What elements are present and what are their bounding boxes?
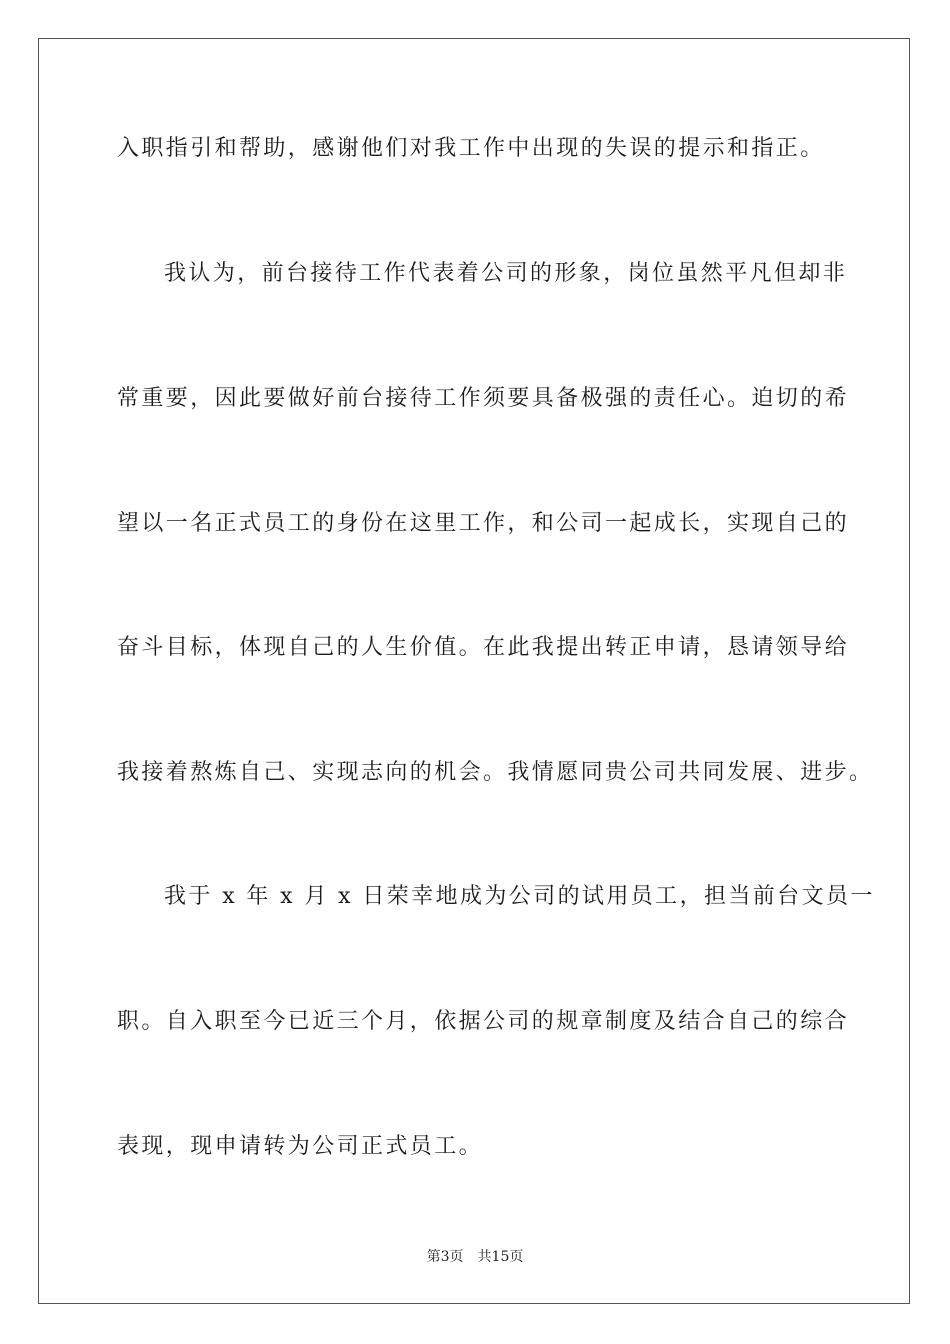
total-pages: 共15页 (477, 1249, 524, 1265)
paragraph-line-9: 表现，现申请转为公司正式员工。 (117, 1134, 484, 1159)
paragraph-line-4: 望以一名正式员工的身份在这里工作，和公司一起成长，实现自己的 (117, 511, 850, 536)
page-footer (0, 1248, 950, 1266)
paragraph-line-2: 我认为，前台接待工作代表着公司的形象，岗位虽然平凡但却非 (164, 261, 848, 286)
paragraph-line-7: 我于 x 年 x 月 x 日荣幸地成为公司的试用员工，担当前台文员一 (164, 884, 875, 909)
paragraph-line-6: 我接着熬炼自己、实现志向的机会。我情愿同贵公司共同发展、进步。 (117, 760, 874, 785)
paragraph-line-3: 常重要，因此要做好前台接待工作须要具备极强的责任心。迫切的希 (117, 386, 850, 411)
paragraph-line-1: 入职指引和帮助，感谢他们对我工作中出现的失误的提示和指正。 (117, 136, 825, 161)
page-border (38, 38, 910, 1304)
paragraph-line-8: 职。自入职至今已近三个月，依据公司的规章制度及结合自己的综合 (117, 1009, 850, 1034)
paragraph-line-5: 奋斗目标，体现自己的人生价值。在此我提出转正申请，恳请领导给 (117, 635, 850, 660)
page-number: 第3页 (426, 1249, 464, 1265)
